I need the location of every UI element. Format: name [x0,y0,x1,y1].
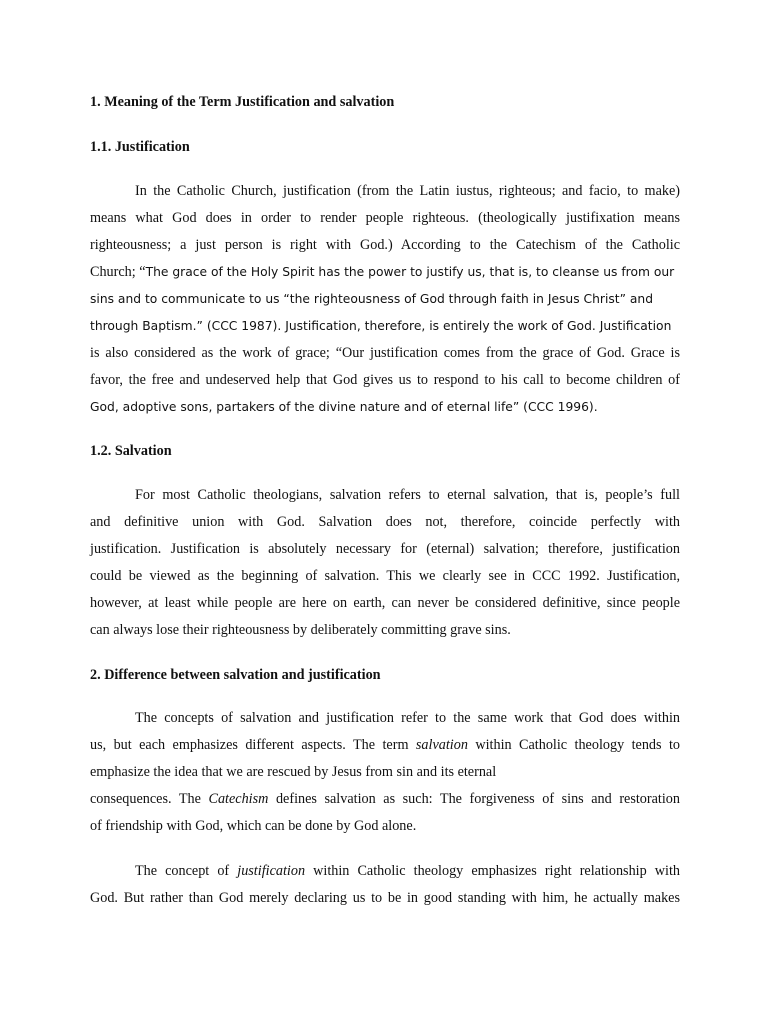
text-run: Church; “ [90,264,146,280]
emphasis-justification: justification [237,863,306,879]
paragraph-line: favor, the free and undeserved help that God gives us to respond to his call to become children of [90,372,680,388]
paragraph-line: God, adoptive sons, partakers of the divine nature and of eternal life” (CCC 1996). [90,400,598,414]
text-run: us, but each emphasizes different aspects. The term [90,737,416,753]
paragraph-line: can always lose their righteousness by deliberately committing grave sins. [90,622,511,638]
paragraph-line: God. But rather than God merely declaring us to be in good standing with him, he actually makes [90,890,680,906]
section-heading-2: 2. Difference between salvation and justification [90,667,381,683]
paragraph-line [90,259,680,286]
paragraph-line: In the Catholic Church, justification (from the Latin iustus, righteous; and facio, to make) [135,183,680,199]
text-run: The concept of [135,863,238,879]
paragraph-justification [90,178,680,421]
paragraph-line: sins and to communicate to us “the righteousness of God through faith in Jesus Christ” and [90,292,654,306]
subsection-heading-salvation: 1.2. Salvation [90,443,172,459]
paragraph-line [90,786,680,813]
paragraph-line: through Baptism.” (CCC 1987). Justification, therefore, is entirely the work of God. Justification [90,319,672,333]
text-run: consequences. The [90,791,209,807]
text-run: within Catholic theology tends to [467,737,680,753]
subsection-heading-justification: 1.1. Justification [90,139,190,155]
paragraph-line: is also considered as the work of grace; “Our justification comes from the grace of God. Grace is [90,345,680,361]
emphasis-catechism: Catechism [208,791,269,807]
text-run: within Catholic theology emphasizes right relationship with [305,863,681,879]
paragraph-line: emphasize the idea that we are rescued by Jesus from sin and its eternal [90,764,497,780]
paragraph-line: The concepts of salvation and justification refer to the same work that God does within [135,710,680,726]
paragraph-line: however, at least while people are here on earth, can never be considered definitive, since people [90,595,680,611]
paragraph-line: justification. Justification is absolutely necessary for (eternal) salvation; therefore, justification [90,541,680,557]
paragraph-justification-concept [90,858,680,912]
paragraph-salvation [90,482,680,644]
paragraph-line: and definitive union with God. Salvation does not, therefore, coincide perfectly with [90,514,680,530]
paragraph-line: means what God does in order to render people righteous. (theologically justifixation means [90,210,680,226]
paragraph-line [90,732,680,759]
text-run: The grace of the Holy Spirit has the power to justify us, that is, to cleanse us from our [145,265,675,279]
paragraph-line: of friendship with God, which can be done by God alone. [90,818,417,834]
emphasis-salvation: salvation [415,737,468,753]
paragraph-line: For most Catholic theologians, salvation refers to eternal salvation, that is, people’s full [135,487,680,503]
paragraph-line: could be viewed as the beginning of salvation. This we clearly see in CCC 1992. Justification, [90,568,680,584]
paragraph-line: righteousness; a just person is right with God.) According to the Catechism of the Catholic [90,237,680,253]
section-heading-1: 1. Meaning of the Term Justification and salvation [90,94,395,110]
paragraph-difference [90,705,680,840]
text-run: defines salvation as such: The forgiveness of sins and restoration [268,791,680,807]
paragraph-line [90,858,680,885]
